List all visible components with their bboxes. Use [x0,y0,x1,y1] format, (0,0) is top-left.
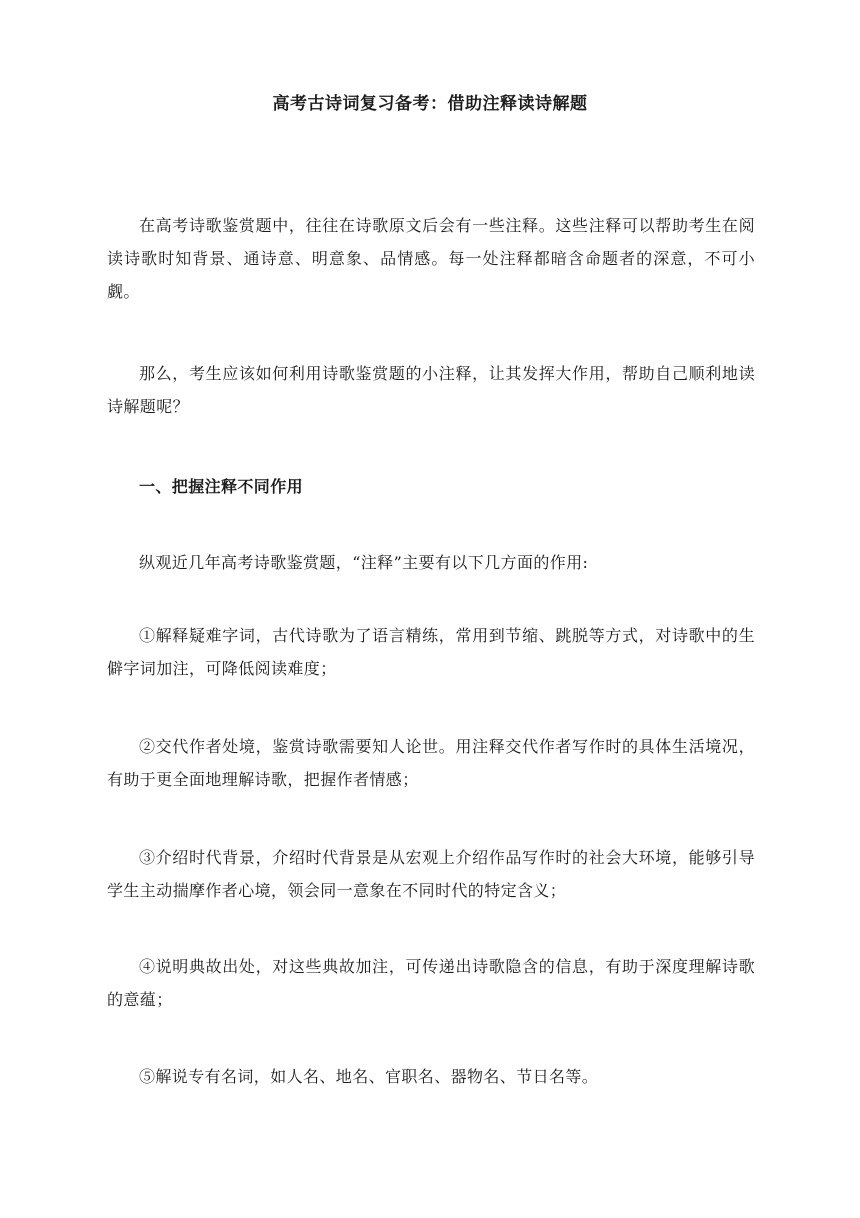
list-item-1-block [107,619,755,685]
paragraph-intro-2-block [107,357,755,423]
list-item: ③介绍时代背景，介绍时代背景是从宏观上介绍作品写作时的社会大环境，能够引导学生主动揣摩作者心境，领会同一意象在不同时代的特定含义； [107,848,755,900]
list-item: ①解释疑难字词，古代诗歌为了语言精练，常用到节缩、跳脱等方式，对诗歌中的生僻字词加注，可降低阅读难度； [107,626,755,678]
list-item-5-block [107,1060,755,1093]
section-intro-block [107,546,755,579]
document-title: 高考古诗词复习备考：借助注释读诗解题 [272,94,588,114]
list-item: ④说明典故出处，对这些典故加注，可传递出诗歌隐含的信息，有助于深度理解诗歌的意蕴； [107,957,755,1009]
list-item: ②交代作者处境，鉴赏诗歌需要知人论世。用注释交代作者写作时的具体生活境况，有助于更全面地理解诗歌，把握作者情感； [107,737,755,789]
section-heading-block [107,470,755,503]
list-item: ⑤解说专有名词，如人名、地名、官职名、器物名、节日名等。 [139,1067,599,1086]
paragraph-intro-1: 在高考诗歌鉴赏题中，往往在诗歌原文后会有一些注释。这些注释可以帮助考生在阅读诗歌时知背景、通诗意、明意象、品情感。每一处注释都暗含命题者的深意，不可小觑。 [107,216,755,301]
section-intro: 纵观近几年高考诗歌鉴赏题，“注释”主要有以下几方面的作用: [139,553,589,572]
list-item-4-block [107,950,755,1016]
list-item-2-block [107,730,755,796]
list-item-3-block [107,841,755,907]
paragraph-intro-2: 那么，考生应该如何利用诗歌鉴赏题的小注释，让其发挥大作用，帮助自己顺利地读诗解题呢？ [107,364,755,416]
paragraph-intro-1-block [107,209,755,308]
section-heading: 一、把握注释不同作用 [139,477,304,496]
